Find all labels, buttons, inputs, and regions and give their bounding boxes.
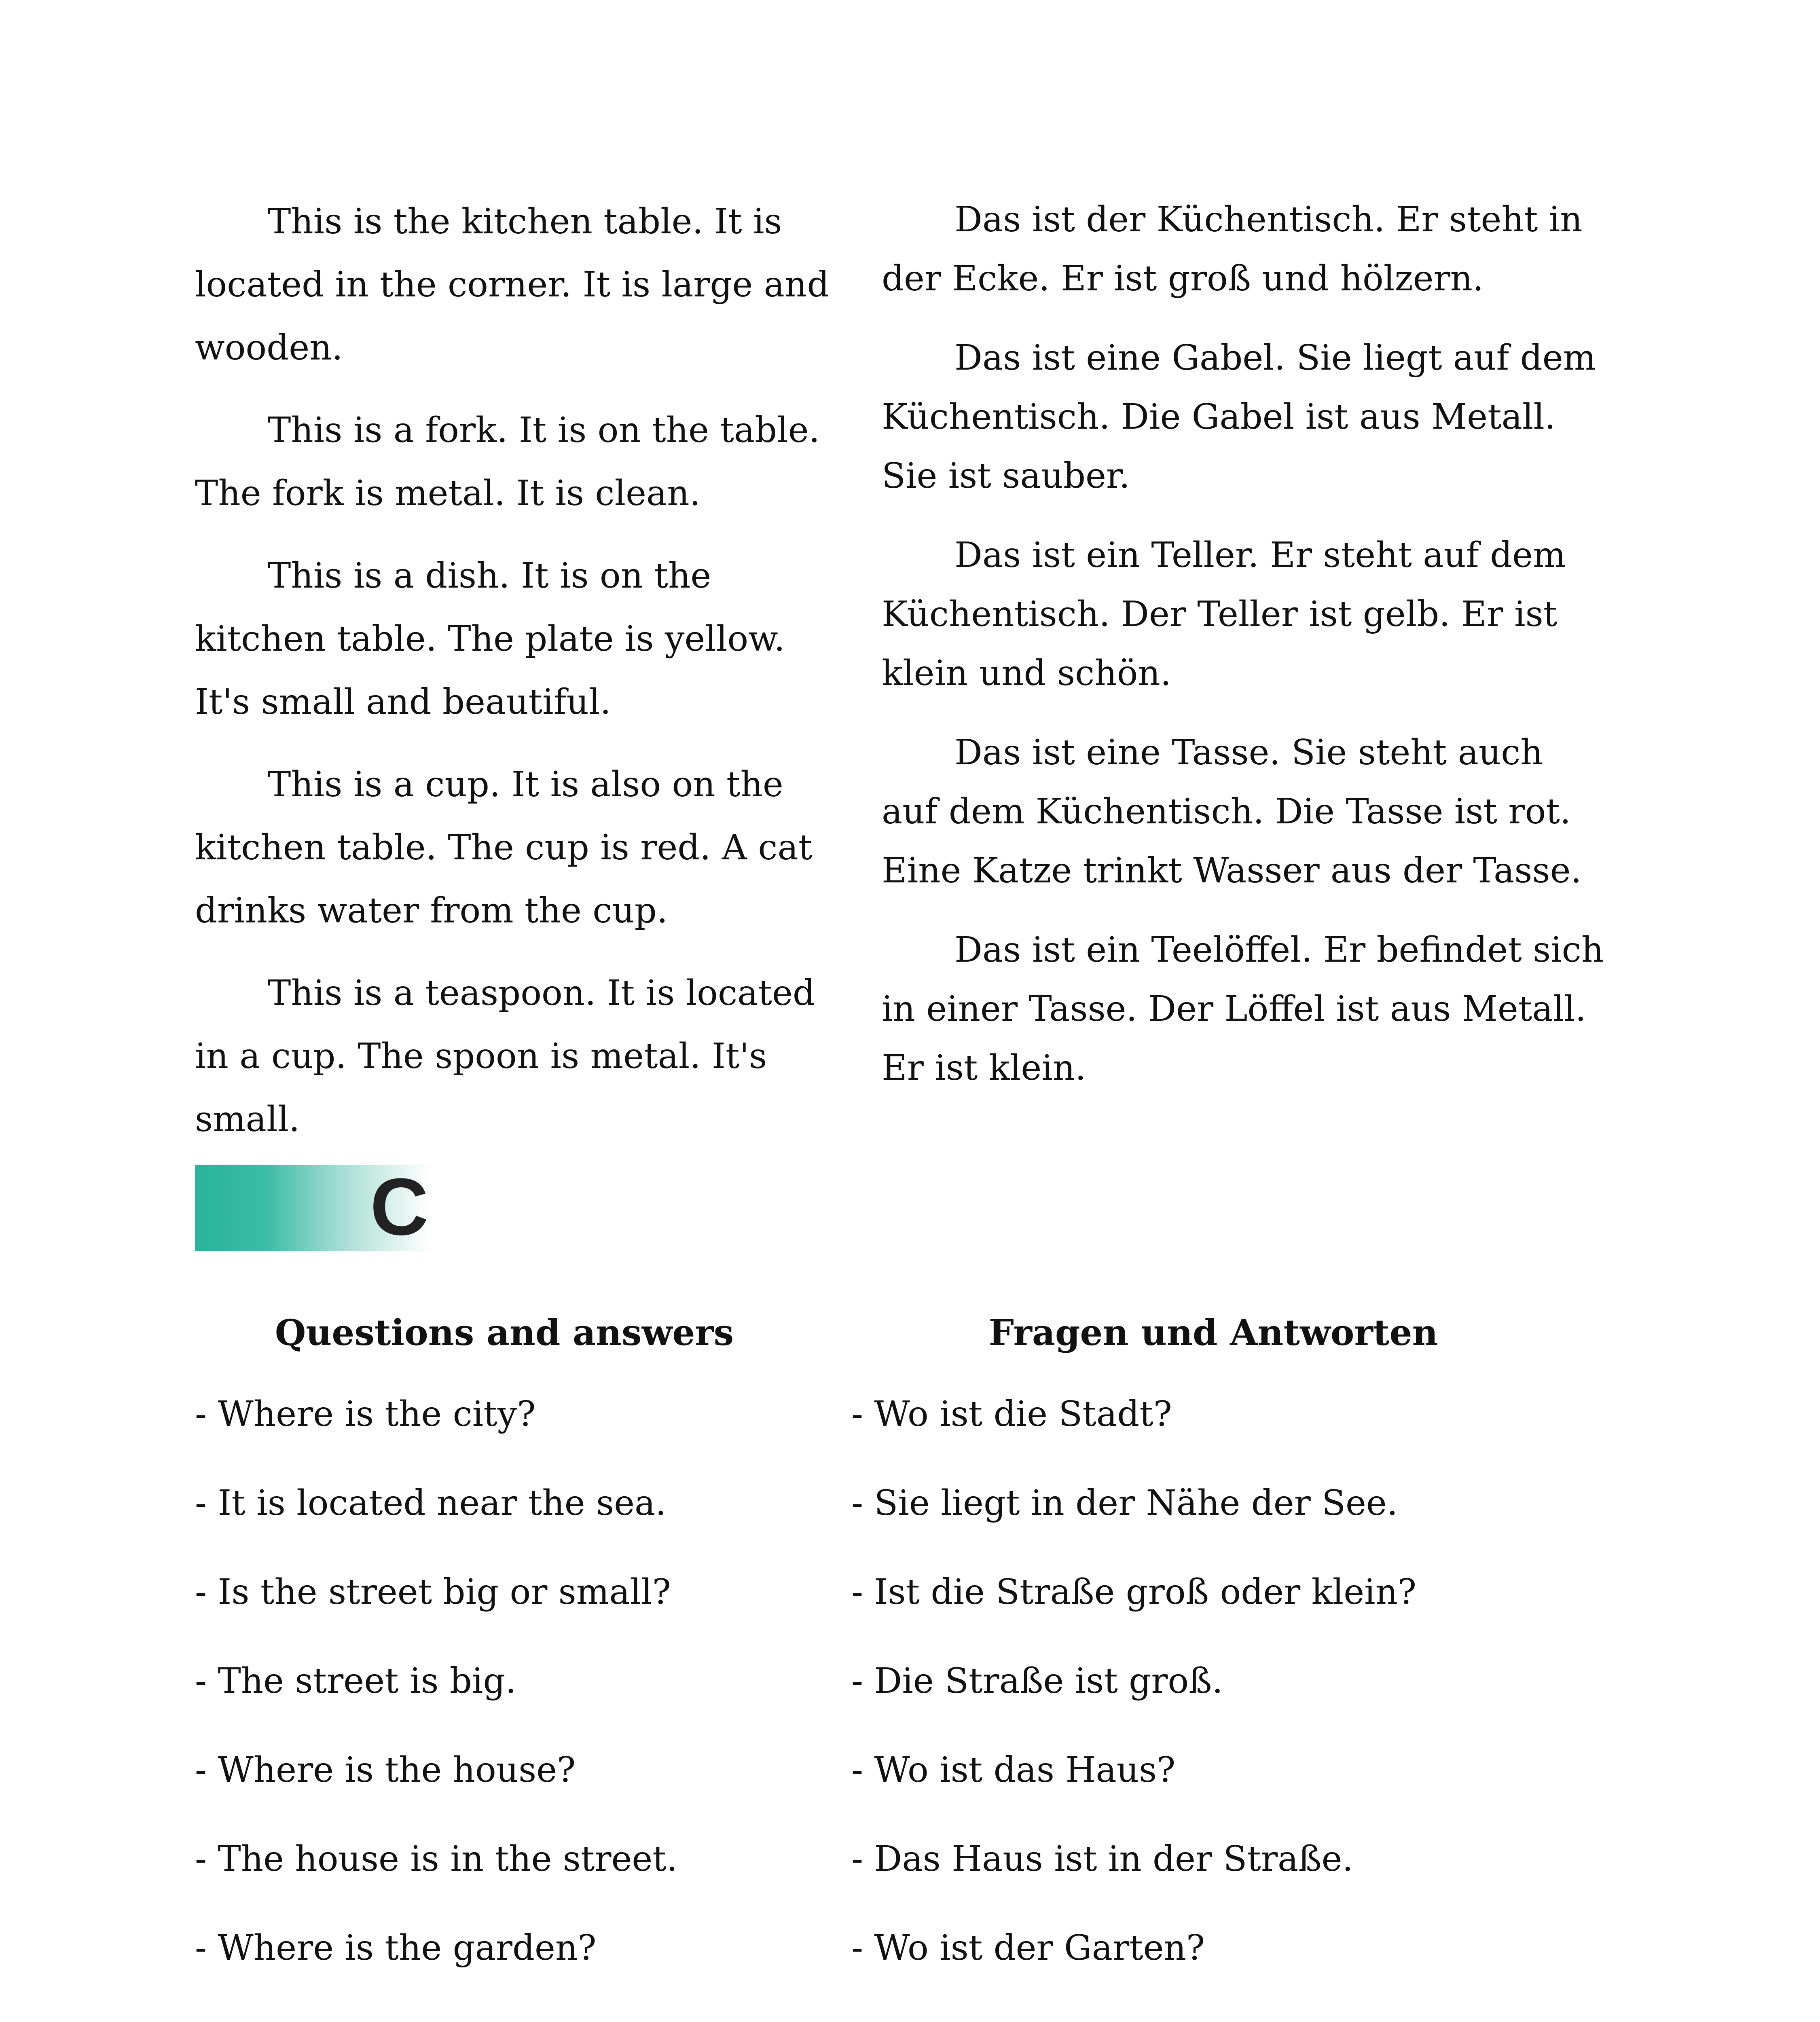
english-text-column xyxy=(195,190,842,1170)
qa-line-german: - Das Haus ist in der Straße. xyxy=(851,1839,1353,1879)
qa-list-german xyxy=(851,1388,1579,2011)
qa-line-english: - The street is big. xyxy=(195,1661,516,1701)
qa-list-english xyxy=(195,1388,842,2011)
qa-line-german: - Sie liegt in der Nähe der See. xyxy=(851,1483,1398,1523)
german-paragraph-dish: Das ist ein Teller. Er steht auf dem Küchentisch. Der Teller ist gelb. Er ist klein und schön. xyxy=(882,535,1566,694)
german-paragraph-teaspoon: Das ist ein Teelöffel. Er befindet sich in einer Tasse. Der Löffel ist aus Metall. Er ist klein. xyxy=(882,930,1604,1088)
qa-line-english: - Is the street big or small? xyxy=(195,1572,671,1612)
qa-heading-english: Questions and answers xyxy=(275,1311,734,1354)
english-paragraph-teaspoon: This is a teaspoon. It is located in a cup. The spoon is metal. It's small. xyxy=(195,973,815,1140)
qa-heading-german: Fragen und Antworten xyxy=(988,1311,1438,1354)
qa-line-english: - Where is the house? xyxy=(195,1750,576,1790)
qa-line-english: - Where is the garden? xyxy=(195,1928,597,1968)
qa-line-english: - The house is in the street. xyxy=(195,1839,678,1879)
german-text-column xyxy=(882,190,1610,1118)
qa-line-german: - Ist die Straße groß oder klein? xyxy=(851,1572,1417,1612)
qa-line-german: - Wo ist der Garten? xyxy=(851,1928,1205,1968)
qa-line-german: - Wo ist das Haus? xyxy=(851,1750,1176,1790)
german-paragraph-table: Das ist der Küchentisch. Er steht in der Ecke. Er ist groß und hölzern. xyxy=(882,199,1583,299)
german-paragraph-fork: Das ist eine Gabel. Sie liegt auf dem Küchentisch. Die Gabel ist aus Metall. Sie ist sauber. xyxy=(882,338,1596,496)
english-paragraph-fork: This is a fork. It is on the table. The fork is metal. It is clean. xyxy=(195,410,820,514)
english-paragraph-table: This is the kitchen table. It is located in the corner. It is large and wooden. xyxy=(195,201,830,368)
qa-line-english: - Where is the city? xyxy=(195,1394,536,1434)
english-paragraph-cup: This is a cup. It is also on the kitchen table. The cup is red. A cat drinks water from the cup. xyxy=(195,764,813,931)
german-paragraph-cup: Das ist eine Tasse. Sie steht auch auf dem Küchentisch. Die Tasse ist rot. Eine Katze trinkt Wasser aus der Tasse. xyxy=(882,732,1582,891)
english-paragraph-dish: This is a dish. It is on the kitchen table. The plate is yellow. It's small and beautiful. xyxy=(195,556,785,722)
section-letter: C xyxy=(370,1162,429,1252)
qa-line-german: - Die Straße ist groß. xyxy=(851,1661,1223,1701)
qa-line-german: - Wo ist die Stadt? xyxy=(851,1394,1172,1434)
qa-line-english: - It is located near the sea. xyxy=(195,1483,667,1523)
